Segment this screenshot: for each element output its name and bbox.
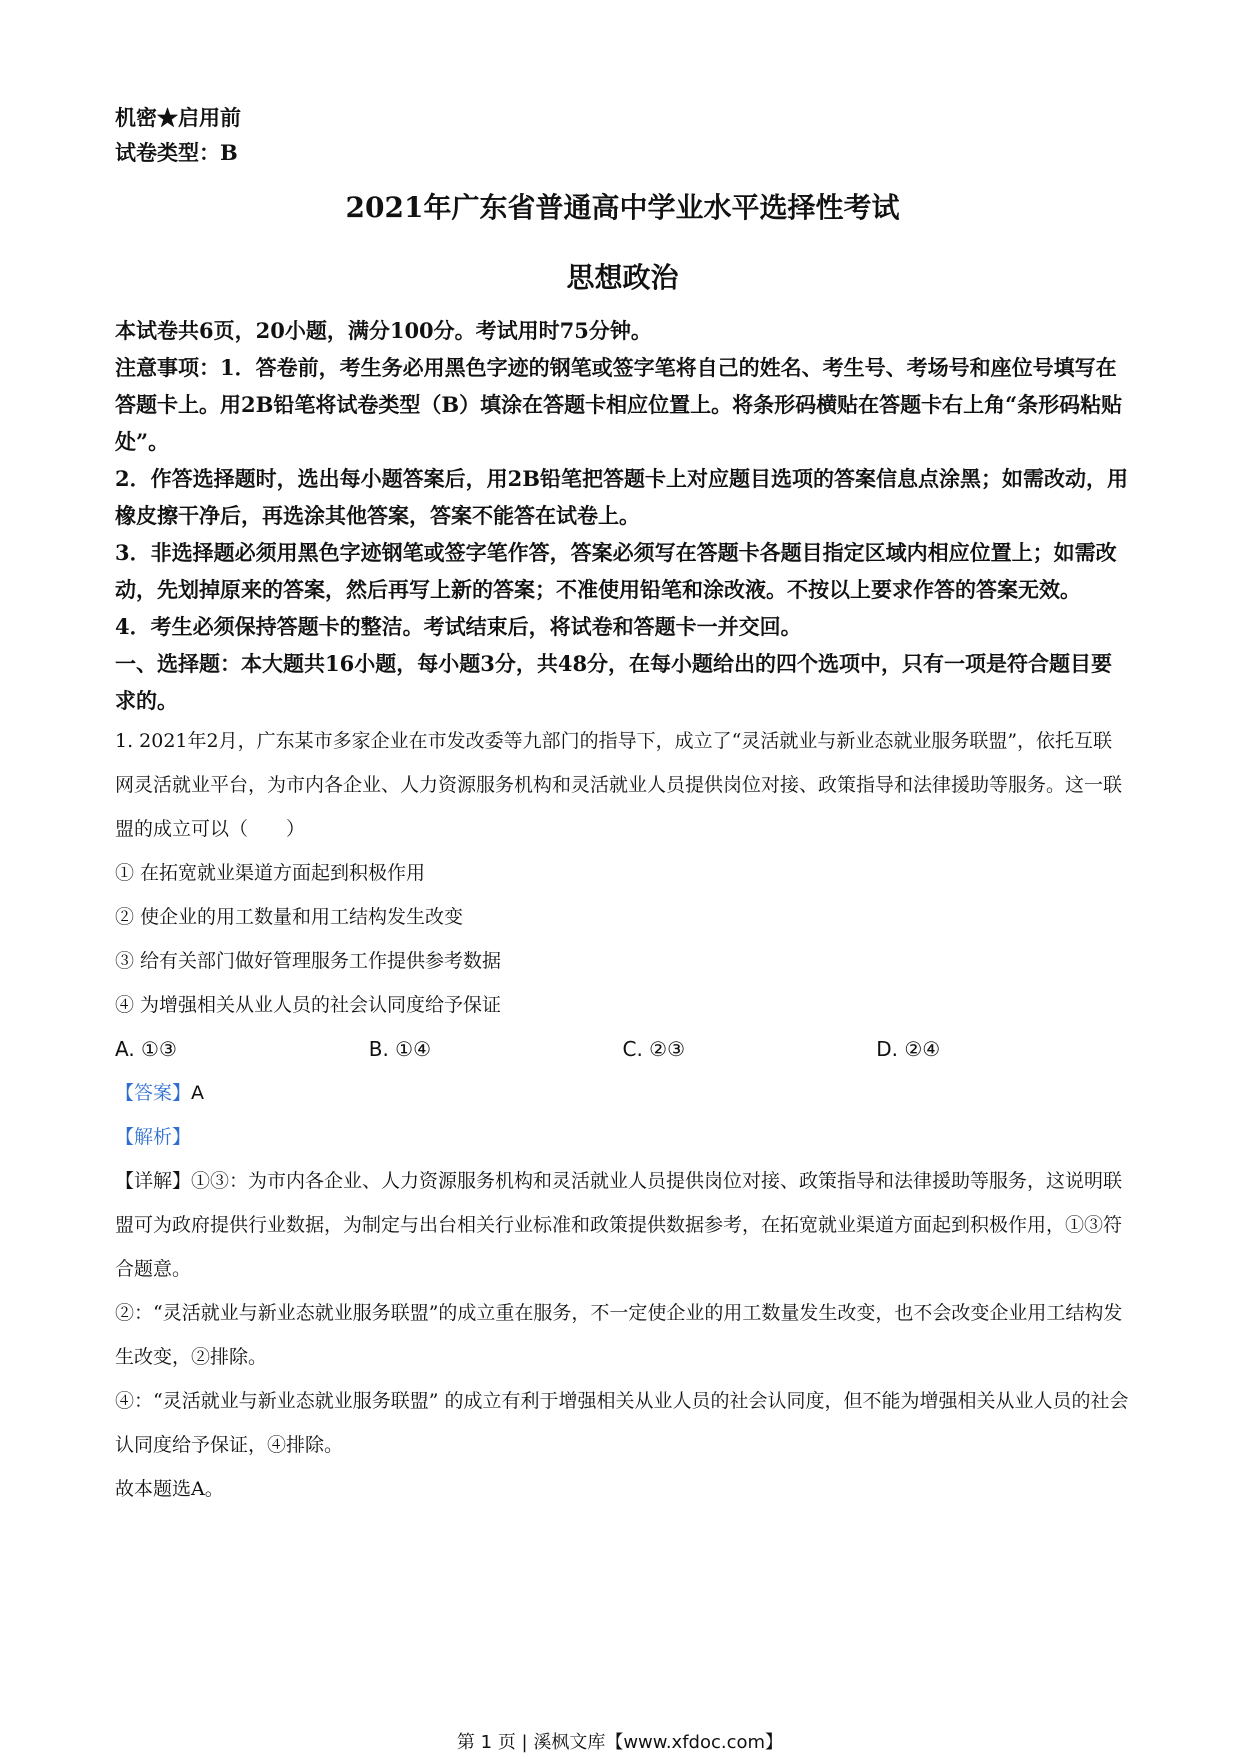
section-heading: 一、选择题：本大题共16小题，每小题3分，共48分，在每小题给出的四个选项中，只有一项是符合题目要求的。: [115, 651, 1113, 713]
instruction-2: 2．作答选择题时，选出每小题答案后，用2B铅笔把答题卡上对应题目选项的答案信息点涂黑；如需改动，用橡皮擦干净后，再选涂其他答案，答案不能答在试卷上。: [115, 466, 1128, 528]
option-a: A. ①③: [115, 1037, 177, 1061]
instruction-4: 4．考生必须保持答题卡的整洁。考试结束后，将试卷和答题卡一并交回。: [115, 614, 802, 639]
instruction-3: 3．非选择题必须用黑色字迹钢笔或签字笔作答，答案必须写在答题卡各题目指定区域内相应位置上；如需改动，先划掉原来的答案，然后再写上新的答案；不准使用铅笔和涂改液。不按以上要求作答的答案无效。: [115, 540, 1117, 602]
paper-type-label: 试卷类型：B: [115, 140, 238, 165]
detail-paragraph: ②：“灵活就业与新业态就业服务联盟”的成立重在服务，不一定使企业的用工数量发生改变，也不会改变企业用工结构发生改变，②排除。: [115, 1302, 1123, 1368]
answer-options: [115, 1027, 1130, 1071]
analysis-tag: 【解析】: [115, 1126, 192, 1148]
page-footer: 第 1 页 | 溪枫文库【www.xfdoc.com】: [456, 1732, 784, 1753]
question-item: ④ 为增强相关从业人员的社会认同度给予保证: [115, 994, 502, 1016]
question-item: ① 在拓宽就业渠道方面起到积极作用: [115, 862, 426, 884]
question-item: ③ 给有关部门做好管理服务工作提供参考数据: [115, 950, 502, 972]
detail-paragraph: 【详解】①③：为市内各企业、人力资源服务机构和灵活就业人员提供岗位对接、政策指导和法律援助等服务，这说明联盟可为政府提供行业数据，为制定与出台相关行业标准和政策提供数据参考，在拓宽就业渠道方面起到积极作用，①③符合题意。: [115, 1170, 1123, 1280]
confidential-label: 机密★启用前: [115, 105, 241, 130]
question-item: ② 使企业的用工数量和用工结构发生改变: [115, 906, 464, 928]
option-c: C. ②③: [622, 1037, 686, 1061]
exam-title: 2021年广东省普通高中学业水平选择性考试: [345, 191, 900, 224]
answer-tag: 【答案】: [115, 1082, 192, 1104]
instruction-summary: 本试卷共6页，20小题，满分100分。考试用时75分钟。: [115, 318, 652, 343]
answer-line: [115, 1071, 1130, 1115]
answer-value: A: [191, 1082, 205, 1104]
detail-paragraph: ④：“灵活就业与新业态就业服务联盟” 的成立有利于增强相关从业人员的社会认同度，但不能为增强相关从业人员的社会认同度给予保证，④排除。: [115, 1390, 1129, 1456]
detail-conclusion: 故本题选A。: [115, 1478, 224, 1500]
subject-title: 思想政治: [566, 261, 679, 294]
exam-page: [115, 100, 1130, 1511]
question-stem: 1. 2021年2月，广东某市多家企业在市发改委等九部门的指导下，成立了“灵活就业与新业态就业服务联盟”，依托互联网灵活就业平台，为市内各企业、人力资源服务机构和灵活就业人员提供岗位对接、政策指导和法律援助等服务。这一联盟的成立可以（ ）: [115, 730, 1123, 840]
option-d: D. ②④: [876, 1037, 941, 1061]
option-b: B. ①④: [368, 1037, 432, 1061]
instruction-1: 注意事项：1．答卷前，考生务必用黑色字迹的钢笔或签字笔将自己的姓名、考生号、考场号和座位号填写在答题卡上。用2B铅笔将试卷类型（B）填涂在答题卡相应位置上。将条形码横贴在答题卡右上角“条形码粘贴处”。: [115, 355, 1123, 454]
